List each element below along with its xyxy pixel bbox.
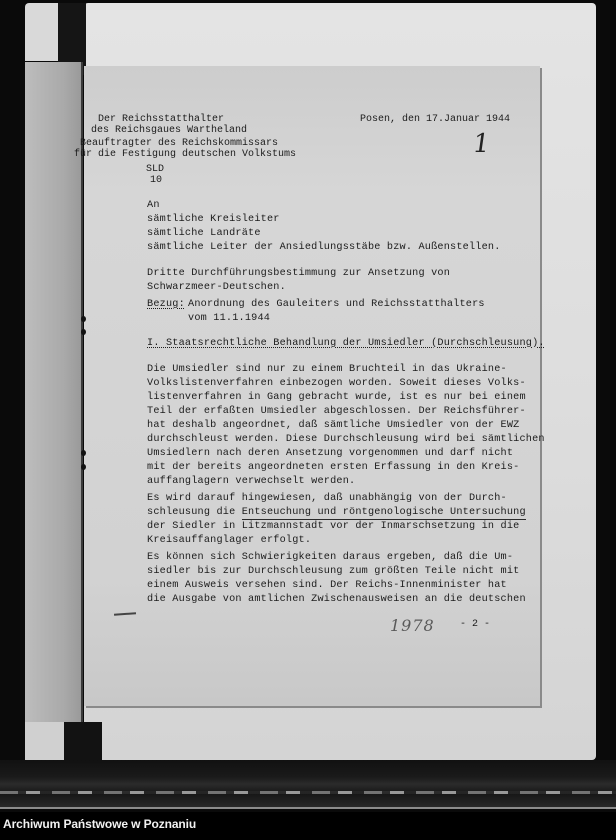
punch-mark: [81, 450, 86, 456]
paragraph-line: der Siedler in Litzmannstadt vor der Inmarschsetzung in die: [147, 521, 520, 532]
binding-shadow-bottom: [64, 722, 102, 762]
addressee-line: sämtliche Kreisleiter: [147, 214, 280, 225]
folio-mark: 1: [470, 129, 492, 159]
scanner-edge-line: [0, 807, 616, 809]
subject-line: Dritte Durchführungsbestimmung zur Ansetzung von: [147, 268, 451, 279]
paragraph-line-underlined: [147, 506, 526, 520]
sender-line: des Reichsgaues Wartheland: [91, 125, 248, 136]
punch-mark: [81, 316, 86, 322]
reference-label: Bezug:: [147, 299, 185, 310]
paragraph-line: einem Ausweis versehen sind. Der Reichs-Innenminister hat: [147, 580, 507, 591]
paragraph-line: Es können sich Schwierigkeiten daraus ergeben, daß die Um-: [147, 552, 514, 563]
punch-mark: [81, 329, 86, 335]
addressee-line: sämtliche Leiter der Ansiedlungsstäbe bzw. Außenstellen.: [147, 242, 501, 253]
viewer-footer: [0, 812, 616, 840]
scanner-streak: [0, 791, 616, 794]
place-date: Posen, den 17.Januar 1944: [360, 114, 511, 125]
paragraph-line: Umsiedlern nach deren Ansetzung vorgenommen und darf nicht: [147, 448, 514, 459]
addressee-line: sämtliche Landräte: [147, 228, 261, 239]
paragraph-line: listenverfahren in Gang gebracht wurde, ist es nur bei einem: [147, 392, 526, 403]
paragraph-line: Volkslistenverfahren einbezogen worden. Soweit dieses Volks-: [147, 378, 526, 389]
document-page: [74, 66, 545, 706]
folded-strip-top: [25, 3, 59, 61]
reference-code: SLD: [146, 164, 165, 175]
page-number: - 2 -: [460, 619, 491, 630]
paragraph-line: die Ausgabe von amtlichen Zwischenausweisen an die deutschen: [147, 594, 526, 605]
addressee-line: An: [147, 200, 160, 211]
scanner-edge-band: [0, 760, 616, 808]
paragraph-text: schleusung die: [147, 507, 242, 518]
sender-line: Der Reichsstatthalter: [98, 114, 225, 125]
paragraph-line: Die Umsiedler sind nur zu einem Bruchteil in das Ukraine-: [147, 364, 507, 375]
paragraph-line: Kreisauffanglager erfolgt.: [147, 535, 312, 546]
section-heading: I. Staatsrechtliche Behandlung der Umsiedler (Durchschleusung).: [147, 338, 545, 349]
folded-strip: [25, 62, 83, 722]
archive-caption: Archiwum Państwowe w Poznaniu: [3, 817, 197, 831]
pen-stroke: [114, 612, 136, 615]
reference-line: Anordnung des Gauleiters und Reichsstatthalters: [188, 299, 485, 310]
paragraph-line: durchschleust werden. Diese Durchschleusung wird bei sämtlichen: [147, 434, 545, 445]
folded-strip-bottom: [25, 722, 65, 760]
reference-code: 10: [150, 175, 163, 186]
paragraph-line: siedler bis zur Durchschleusung zum größten Teile nicht mit: [147, 566, 520, 577]
punch-mark: [81, 464, 86, 470]
paragraph-line: mit der bereits angeordneten ersten Erfassung in den Kreis-: [147, 462, 520, 473]
archival-number: 1978: [390, 616, 435, 635]
reference-line: vom 11.1.1944: [188, 313, 271, 324]
paragraph-line: Es wird darauf hingewiesen, daß unabhängig von der Durch-: [147, 493, 507, 504]
subject-line: Schwarzmeer-Deutschen.: [147, 282, 286, 293]
sender-line: für die Festigung deutschen Volkstums: [74, 149, 297, 160]
underlined-phrase: Entseuchung und röntgenologische Untersuchung: [241, 507, 526, 518]
paragraph-line: auffanglagern verwechselt werden.: [147, 476, 356, 487]
paragraph-line: hat deshalb angeordnet, daß sämtliche Umsiedler von der EWZ: [147, 420, 520, 431]
paragraph-line: Teil der erfaßten Umsiedler abgeschlossen. Der Reichsführer-: [147, 406, 526, 417]
sender-line: Beauftragter des Reichskommissars: [80, 138, 279, 149]
